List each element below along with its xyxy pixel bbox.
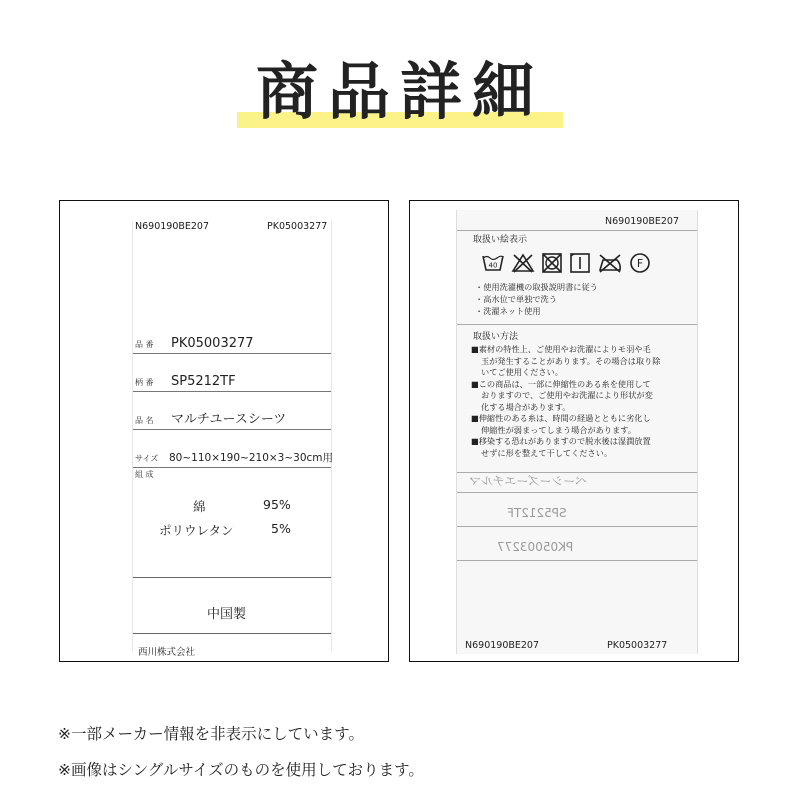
no-tumble-dry-icon: [541, 252, 563, 274]
row-label: 品 番: [135, 340, 154, 349]
method-line: 伸縮性が弱まってしまう場合があります。: [481, 424, 636, 435]
divider: [133, 577, 331, 578]
divider: [457, 492, 697, 493]
method-line: おりますので、ご使用やお洗濯により形状が変: [481, 390, 653, 400]
product-code-pk: PK05003277: [267, 221, 328, 232]
dry-clean-f-icon: [629, 252, 651, 274]
no-iron-icon: [597, 252, 623, 274]
title-area: [0, 52, 800, 132]
row-product-name: [133, 393, 331, 430]
method-line: ■素材の特性上、ご使用やお洗濯によりモ羽や毛: [471, 344, 651, 354]
product-code-n: N690190BE207: [605, 216, 680, 227]
method-line: ■伸縮性のある糸は、時間の経過とともに劣化し: [471, 413, 651, 423]
note-hidden-info: ※一部メーカー情報を非表示にしています。: [58, 725, 364, 743]
method-line: 玉が発生することがあります。その場合は取り除: [481, 355, 661, 366]
row-value: SP5212TF: [171, 374, 236, 389]
material-name: ポリウレタン: [159, 523, 234, 538]
divider: [457, 324, 697, 325]
care-title: 取扱い絵表示: [473, 235, 528, 245]
method-line: ■移染する恐れがありますので脱水後は湿潤放置: [471, 436, 651, 446]
company-name: 西川株式会社: [138, 647, 196, 658]
row-label: 柄 番: [135, 378, 154, 387]
method-line: せずに形を整えて干してください。: [481, 447, 613, 458]
product-label-front: [132, 221, 334, 658]
row-size: [133, 431, 334, 468]
divider: [133, 633, 331, 634]
composition-label: 組 成: [135, 470, 154, 479]
product-code-pk: PK05003277: [607, 640, 668, 651]
note-single-size: ※画像はシングルサイズのものを使用しております。: [58, 761, 424, 779]
svg-text:F: F: [636, 257, 644, 270]
left-panel: [59, 200, 389, 662]
row-value: PK05003277: [171, 336, 254, 351]
hang-dry-icon: [569, 252, 591, 274]
divider: [457, 526, 697, 527]
material-percent: 95%: [263, 497, 291, 512]
method-line: 化する場合があります。: [481, 401, 571, 412]
method-title: 取扱い方法: [473, 332, 519, 342]
row-pattern-number: [133, 355, 331, 392]
divider: [457, 230, 697, 231]
method-line: いてご使用ください。: [481, 367, 563, 377]
row-label: 品 名: [135, 416, 154, 425]
row-item-number: [133, 317, 331, 354]
care-bullet: ・高水位で単独で洗う: [475, 294, 557, 304]
show-through-text: PK05003277: [497, 540, 574, 554]
care-bullet: ・洗濯ネット使用: [475, 306, 541, 316]
wash-40-icon: [481, 252, 505, 274]
page-title: 商品詳細: [255, 55, 544, 128]
no-bleach-icon: [511, 252, 535, 274]
care-bullet: ・使用洗濯機の取扱説明書に従う: [475, 282, 598, 292]
product-code-n: N690190BE207: [465, 640, 540, 651]
material-name: 綿: [193, 499, 206, 514]
care-icons: [481, 252, 651, 274]
divider: [457, 560, 697, 561]
row-label: サイズ: [135, 454, 159, 463]
show-through-text: ベーシーズーエチルマ: [469, 474, 587, 488]
row-value: 80~110×190~210×3~30cm用: [169, 452, 334, 464]
row-value: マルチユースシーツ: [171, 412, 287, 427]
product-label-back: [456, 210, 698, 654]
material-percent: 5%: [271, 521, 291, 536]
method-text: [471, 344, 699, 459]
svg-text:40: 40: [488, 261, 498, 270]
product-code-n: N690190BE207: [135, 221, 210, 232]
show-through-text: SP5212TF: [507, 506, 567, 520]
method-line: ■この商品は、一部に伸縮性のある糸を使用して: [471, 378, 651, 389]
origin-text: 中国製: [207, 607, 247, 622]
